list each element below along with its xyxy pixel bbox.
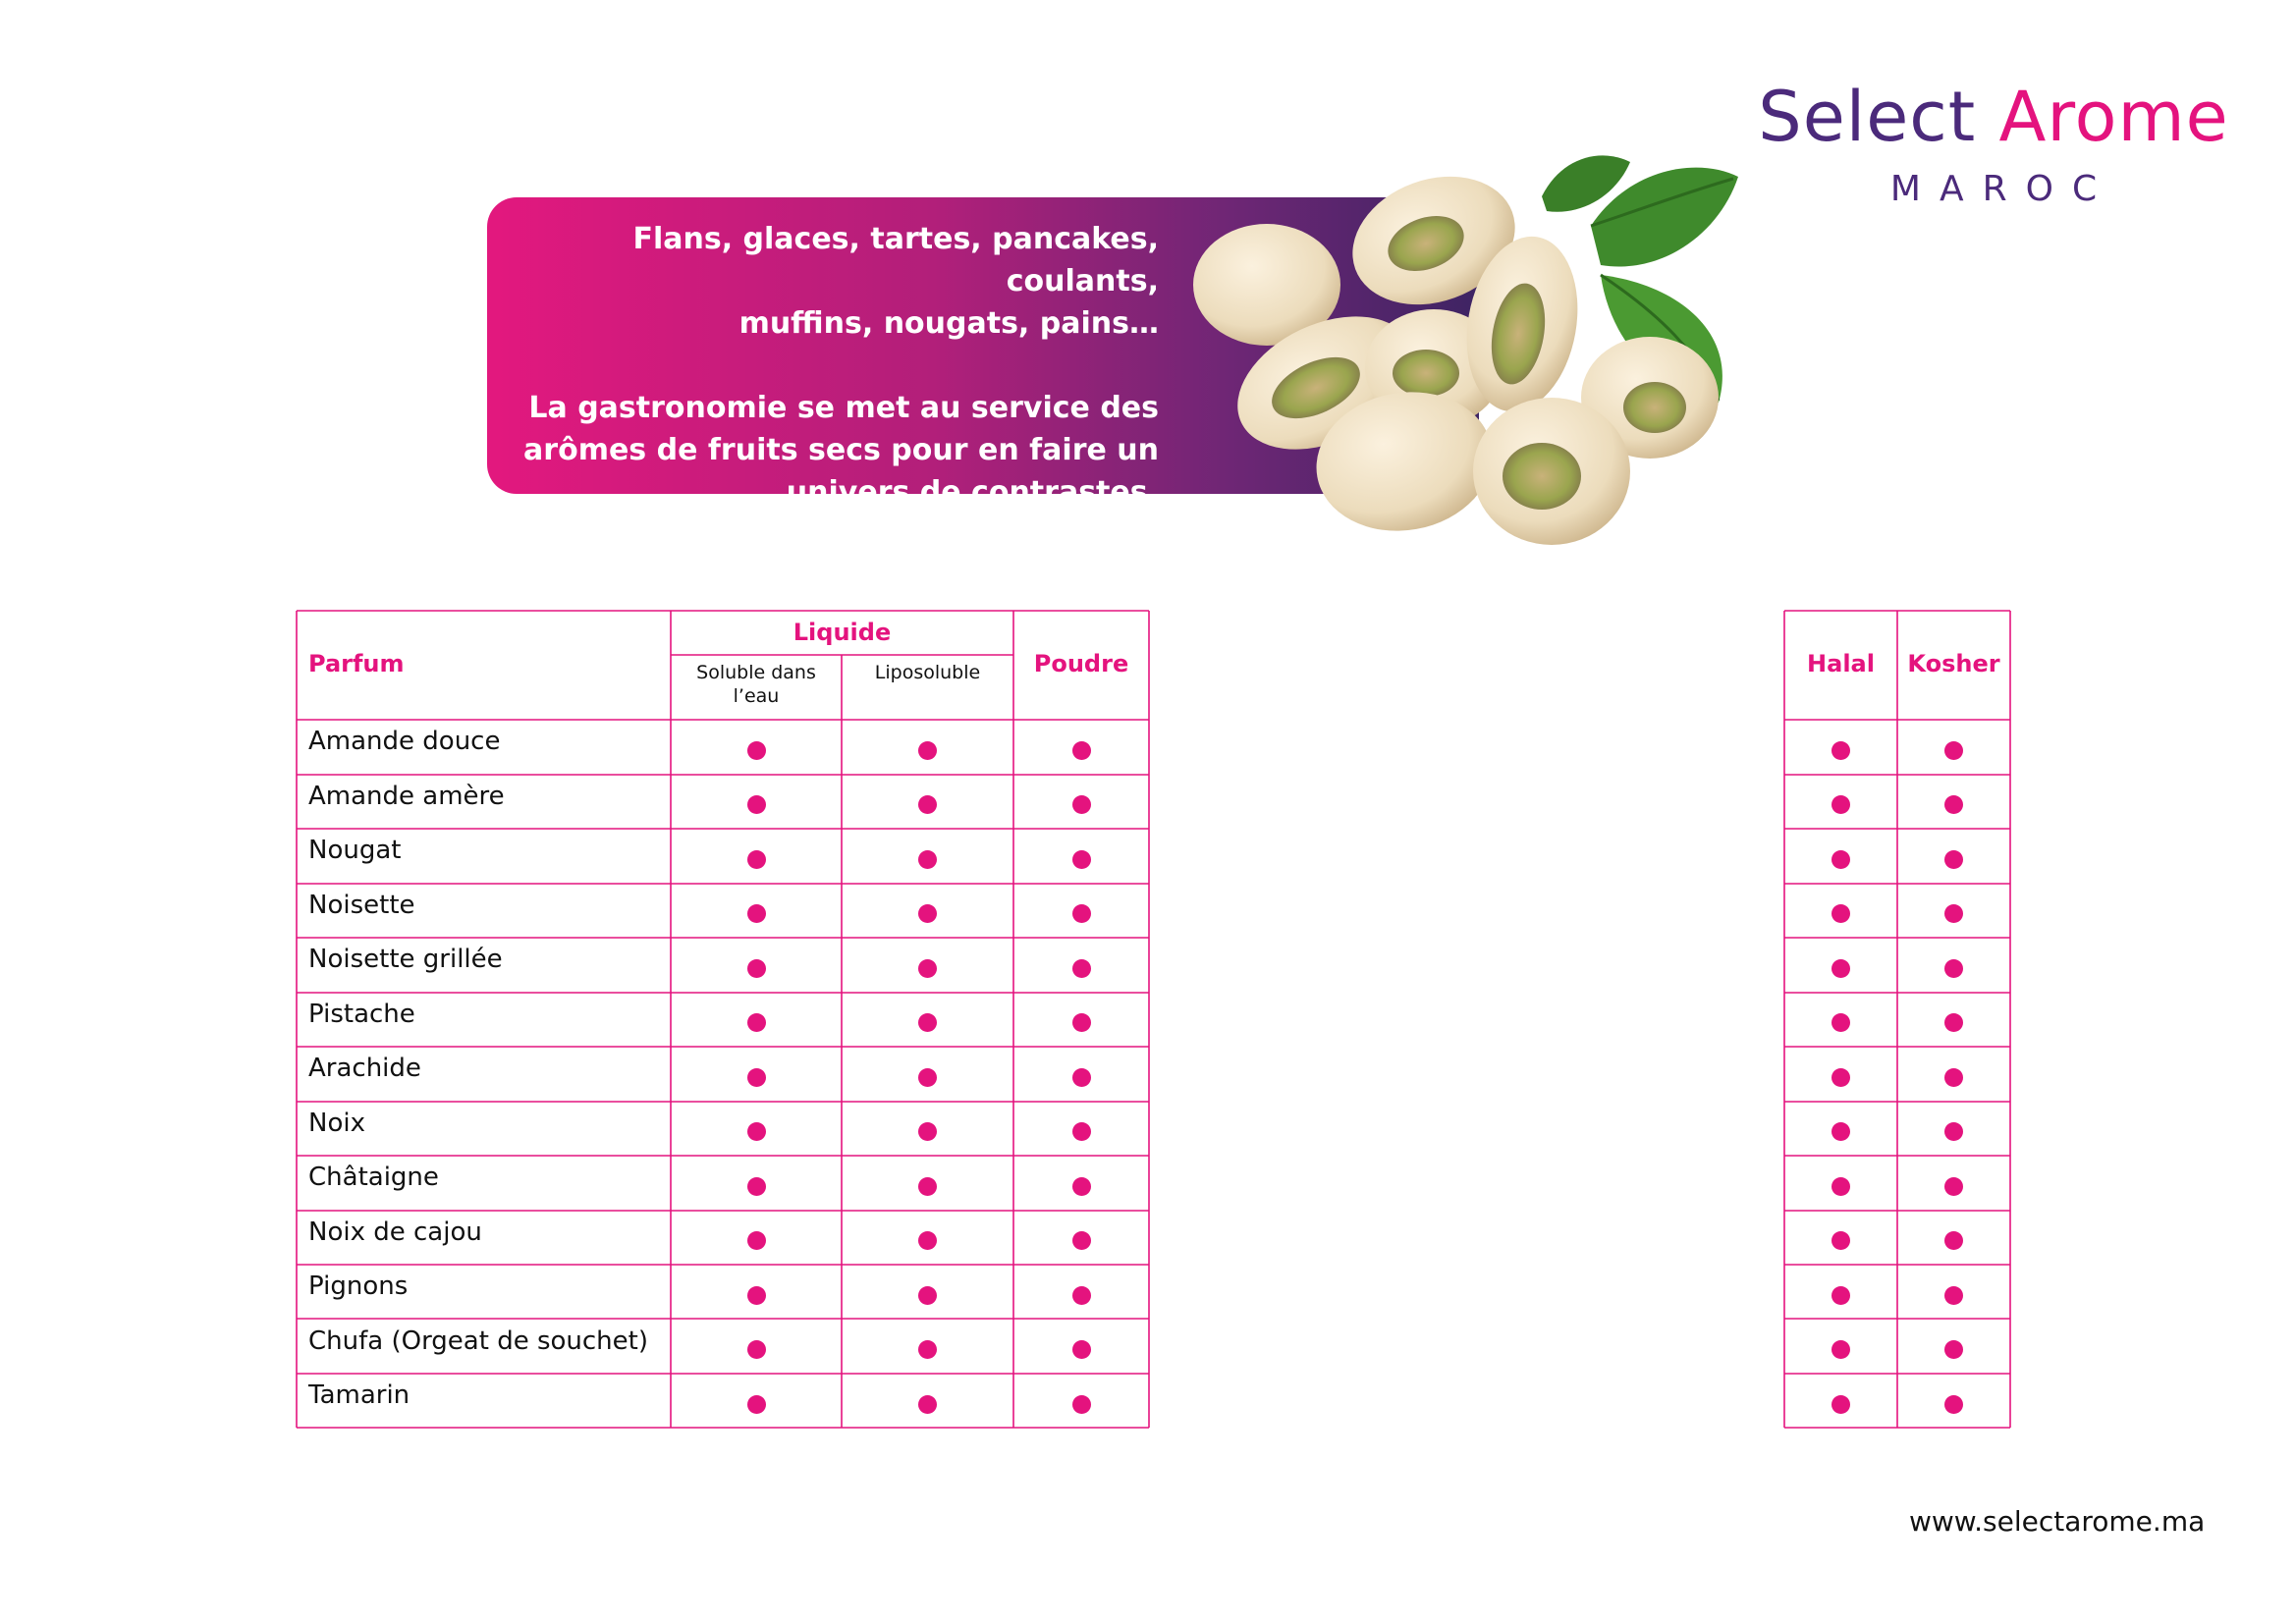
kosher-marker-dot — [1944, 1177, 1963, 1196]
website-url[interactable]: www.selectarome.ma — [1909, 1505, 2206, 1538]
halal-marker-dot — [1831, 1395, 1850, 1414]
soluble-marker-dot — [747, 850, 766, 869]
banner-line-2: muffins, nougats, pains… — [738, 306, 1159, 341]
header-soluble: Soluble dans l’eau — [696, 662, 816, 707]
row-label: Noix de cajou — [308, 1217, 482, 1247]
header-kosher: Kosher — [1907, 650, 2000, 677]
halal-marker-dot — [1831, 1122, 1850, 1141]
poudre-marker-dot — [1072, 904, 1091, 923]
brand-name-select: Select — [1758, 77, 1977, 157]
header-liposoluble: Liposoluble — [874, 662, 981, 683]
soluble-marker-dot — [747, 1177, 766, 1196]
liposoluble-marker-dot — [918, 1122, 937, 1141]
halal-marker-dot — [1831, 1340, 1850, 1359]
row-label: Noisette grillée — [308, 945, 503, 974]
soluble-marker-dot — [747, 1122, 766, 1141]
brand-name-arome: Arome — [1998, 77, 2229, 157]
poudre-marker-dot — [1072, 1340, 1091, 1359]
poudre-marker-dot — [1072, 1122, 1091, 1141]
kosher-marker-dot — [1944, 1395, 1963, 1414]
poudre-marker-dot — [1072, 741, 1091, 760]
kosher-marker-dot — [1944, 904, 1963, 923]
brand-name — [1738, 77, 2249, 157]
pistachio-nut — [1473, 398, 1630, 545]
row-label: Noix — [308, 1108, 365, 1138]
poudre-marker-dot — [1072, 1395, 1091, 1414]
header-poudre: Poudre — [1033, 650, 1129, 677]
kosher-marker-dot — [1944, 850, 1963, 869]
liposoluble-marker-dot — [918, 1068, 937, 1087]
halal-marker-dot — [1831, 1286, 1850, 1305]
liposoluble-marker-dot — [918, 959, 937, 978]
poudre-marker-dot — [1072, 959, 1091, 978]
kosher-marker-dot — [1944, 795, 1963, 814]
soluble-marker-dot — [747, 959, 766, 978]
row-label: Pistache — [308, 999, 415, 1029]
row-label: Nougat — [308, 836, 402, 865]
soluble-marker-dot — [747, 1013, 766, 1032]
row-label: Noisette — [308, 890, 415, 920]
liposoluble-marker-dot — [918, 795, 937, 814]
kosher-marker-dot — [1944, 1013, 1963, 1032]
liposoluble-marker-dot — [918, 1286, 937, 1305]
halal-marker-dot — [1831, 850, 1850, 869]
liposoluble-marker-dot — [918, 1340, 937, 1359]
kosher-marker-dot — [1944, 1122, 1963, 1141]
liposoluble-marker-dot — [918, 1395, 937, 1414]
halal-marker-dot — [1831, 904, 1850, 923]
liposoluble-marker-dot — [918, 1231, 937, 1250]
soluble-marker-dot — [747, 1340, 766, 1359]
liposoluble-marker-dot — [918, 1013, 937, 1032]
kosher-marker-dot — [1944, 959, 1963, 978]
banner-line-4: arômes de fruits secs pour en faire un — [523, 433, 1159, 467]
row-label: Chufa (Orgeat de souchet) — [308, 1325, 648, 1356]
banner-line-1: Flans, glaces, tartes, pancakes, coulants, — [632, 222, 1159, 298]
liposoluble-marker-dot — [918, 850, 937, 869]
pistachio-illustration — [1169, 137, 1758, 569]
halal-marker-dot — [1831, 1231, 1850, 1250]
row-label: Amande amère — [308, 781, 505, 811]
row-label: Pignons — [308, 1271, 409, 1301]
soluble-marker-dot — [747, 1286, 766, 1305]
brand-logo — [1738, 77, 2249, 209]
row-label: Tamarin — [308, 1380, 410, 1410]
halal-marker-dot — [1831, 795, 1850, 814]
kosher-marker-dot — [1944, 1068, 1963, 1087]
row-label: Arachide — [308, 1054, 421, 1083]
poudre-marker-dot — [1072, 1068, 1091, 1087]
liposoluble-marker-dot — [918, 741, 937, 760]
banner-line-5: univers de contrastes. — [786, 475, 1159, 510]
kosher-marker-dot — [1944, 1286, 1963, 1305]
halal-marker-dot — [1831, 1013, 1850, 1032]
halal-marker-dot — [1831, 741, 1850, 760]
row-label: Châtaigne — [308, 1163, 439, 1192]
poudre-marker-dot — [1072, 850, 1091, 869]
halal-marker-dot — [1831, 1177, 1850, 1196]
soluble-marker-dot — [747, 741, 766, 760]
brand-subtitle: MAROC — [1889, 169, 2116, 209]
kosher-marker-dot — [1944, 1340, 1963, 1359]
liposoluble-marker-dot — [918, 1177, 937, 1196]
header-halal: Halal — [1807, 650, 1875, 677]
poudre-marker-dot — [1072, 1286, 1091, 1305]
banner-text — [511, 218, 1159, 514]
soluble-marker-dot — [747, 1395, 766, 1414]
halal-marker-dot — [1831, 959, 1850, 978]
kosher-marker-dot — [1944, 741, 1963, 760]
soluble-marker-dot — [747, 1231, 766, 1250]
liposoluble-marker-dot — [918, 904, 937, 923]
poudre-marker-dot — [1072, 795, 1091, 814]
poudre-marker-dot — [1072, 1177, 1091, 1196]
poudre-marker-dot — [1072, 1013, 1091, 1032]
halal-marker-dot — [1831, 1068, 1850, 1087]
poudre-marker-dot — [1072, 1231, 1091, 1250]
header-liquide: Liquide — [793, 619, 892, 646]
row-label: Amande douce — [308, 727, 501, 756]
soluble-marker-dot — [747, 1068, 766, 1087]
soluble-marker-dot — [747, 795, 766, 814]
soluble-marker-dot — [747, 904, 766, 923]
banner-line-3: La gastronomie se met au service des — [528, 391, 1159, 425]
header-parfum: Parfum — [308, 650, 405, 677]
kosher-marker-dot — [1944, 1231, 1963, 1250]
